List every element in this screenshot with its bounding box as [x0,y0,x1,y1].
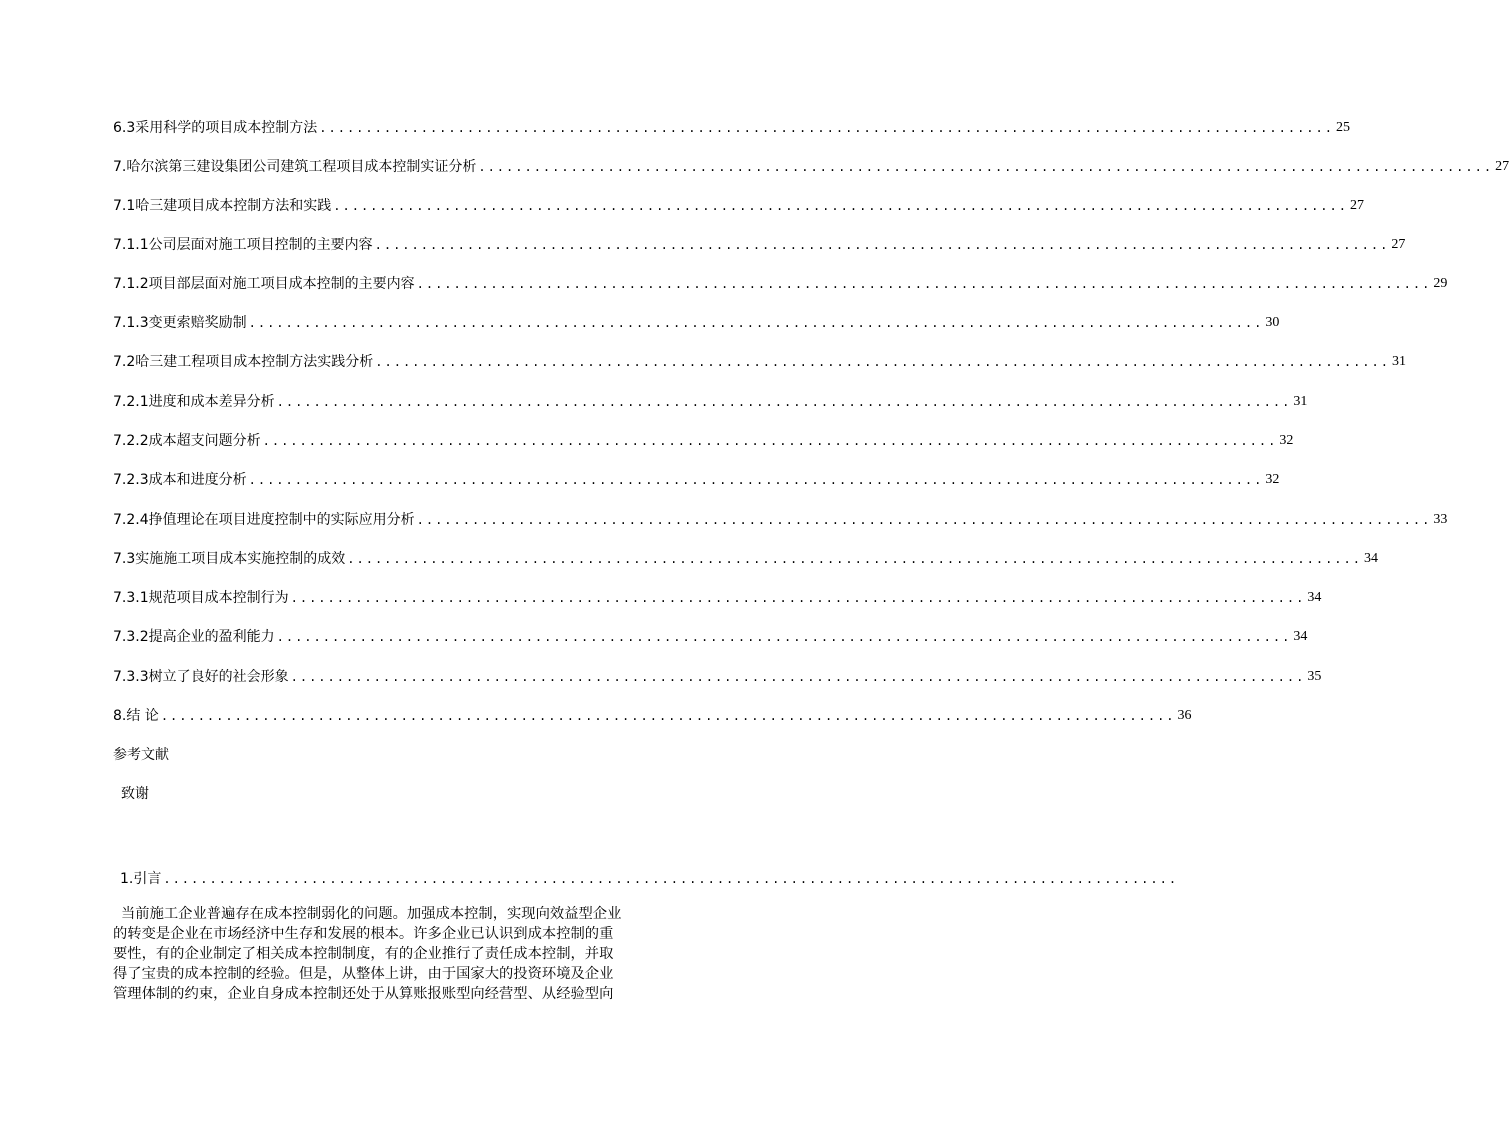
toc-entry-page: 32 [1279,433,1294,448]
toc-entry[interactable] [113,387,1308,411]
toc-leader-dots: .............................................................................................................. [290,591,1306,605]
toc-leader-dots: .............................................................................................................. [248,316,1264,330]
toc-entry-title: 7.2.3成本和进度分析 [113,472,247,488]
toc-entry-page: 34 [1293,629,1308,644]
toc-leader-dots: .............................................................................................................. [347,552,1362,566]
toc-entry-title: 7.2哈三建工程项目成本控制方法实践分析 [113,354,374,370]
toc-leader-dots: .............................................................................................................. [319,121,1334,135]
toc-entry-title: 7.3.2提高企业的盈利能力 [113,629,275,645]
toc-entry-title: 7.1哈三建项目成本控制方法和实践 [113,198,332,214]
toc-leader-dots: .............................................................................................................. [333,199,1348,213]
intro-heading: 1.引言 [120,871,162,887]
toc-leader-dots: .............................................................................................................. [375,355,1390,369]
toc-entry-title: 7.2.4挣值理论在项目进度控制中的实际应用分析 [113,512,415,528]
toc-leader-dots: .............................................................................................................. [248,473,1264,487]
toc-entry[interactable] [113,308,1280,332]
toc-leader-dots: .............................................................................................................. [262,434,1278,448]
toc-entry-page: 25 [1335,120,1350,135]
toc-leader-dots: .............................................................................................................. [163,872,1179,886]
toc-references[interactable]: 参考文献 [113,747,169,763]
toc-entry-title: 7.2.1进度和成本差异分析 [113,394,275,410]
toc-entry-title: 6.3采用科学的项目成本控制方法 [113,120,318,136]
toc-entry-page: 35 [1307,669,1322,684]
toc-entry[interactable] [113,622,1308,646]
toc-entry[interactable] [113,662,1322,686]
toc-entry-page: 34 [1363,551,1378,566]
toc-leader-dots: .............................................................................................................. [416,277,1432,291]
toc-entry[interactable] [113,347,1406,371]
toc-entry-page: 36 [1177,708,1192,723]
toc-entry[interactable] [113,701,1192,725]
toc-entry[interactable] [113,544,1378,568]
toc-leader-dots: .............................................................................................................. [478,160,1494,174]
toc-leader-dots: .............................................................................................................. [374,238,1390,252]
toc-entry-title: 7.1.2项目部层面对施工项目成本控制的主要内容 [113,276,415,292]
toc-entry[interactable] [113,269,1448,293]
toc-entry-title: 8.结 论 [113,708,159,724]
paragraph-line: 管理体制的约束，企业自身成本控制还处于从算账报账型向经营型、从经验型向 [113,986,614,1002]
toc-entry[interactable] [113,505,1448,529]
toc-entry[interactable] [113,426,1294,450]
toc-entry-page: 32 [1265,472,1280,487]
intro-heading-row[interactable] [120,866,1179,888]
toc-entry-title: 7.1.3变更索赔奖励制 [113,315,247,331]
toc-entry-page: 27 [1391,237,1406,252]
toc-leader-dots: .............................................................................................................. [416,513,1432,527]
paragraph-line: 的转变是企业在市场经济中生存和发展的根本。许多企业已认识到成本控制的重 [113,926,614,942]
toc-entry-page: 31 [1293,394,1308,409]
toc-entry-title: 7.3.3树立了良好的社会形象 [113,669,289,685]
toc-leader-dots: .............................................................................................................. [276,630,1292,644]
toc-entry-page: 29 [1433,276,1448,291]
toc-entry-page: 34 [1307,590,1322,605]
toc-entry[interactable] [113,113,1350,137]
toc-entry-page: 31 [1391,354,1406,369]
toc-entry[interactable] [113,152,1509,176]
toc-acknowledgement[interactable]: 致谢 [121,786,149,802]
paragraph-line: 得了宝贵的成本控制的经验。但是，从整体上讲，由于国家大的投资环境及企业 [113,966,614,982]
toc-entry-page: 30 [1265,315,1280,330]
toc-entry-title: 7.哈尔滨第三建设集团公司建筑工程项目成本控制实证分析 [113,159,477,175]
toc-entry[interactable] [113,583,1322,607]
paragraph-line: 当前施工企业普遍存在成本控制弱化的问题。加强成本控制，实现向效益型企业 [121,906,622,922]
toc-entry-page: 27 [1495,159,1509,174]
toc-entry[interactable] [113,230,1406,254]
toc-entry-title: 7.1.1公司层面对施工项目控制的主要内容 [113,237,373,253]
intro-paragraph [113,904,693,1004]
paragraph-line: 要性，有的企业制定了相关成本控制制度，有的企业推行了责任成本控制，并取 [113,946,614,962]
toc-leader-dots: .............................................................................................................. [290,670,1306,684]
toc-entry-title: 7.3实施施工项目成本实施控制的成效 [113,551,346,567]
toc-entry-title: 7.3.1规范项目成本控制行为 [113,590,289,606]
toc-entry[interactable] [113,191,1364,215]
toc-entry[interactable] [113,465,1280,489]
toc-entry-page: 27 [1349,198,1364,213]
toc-entry-title: 7.2.2成本超支问题分析 [113,433,261,449]
toc-leader-dots: .............................................................................................................. [160,709,1176,723]
toc-entry-page: 33 [1433,512,1448,527]
toc-leader-dots: .............................................................................................................. [276,395,1292,409]
